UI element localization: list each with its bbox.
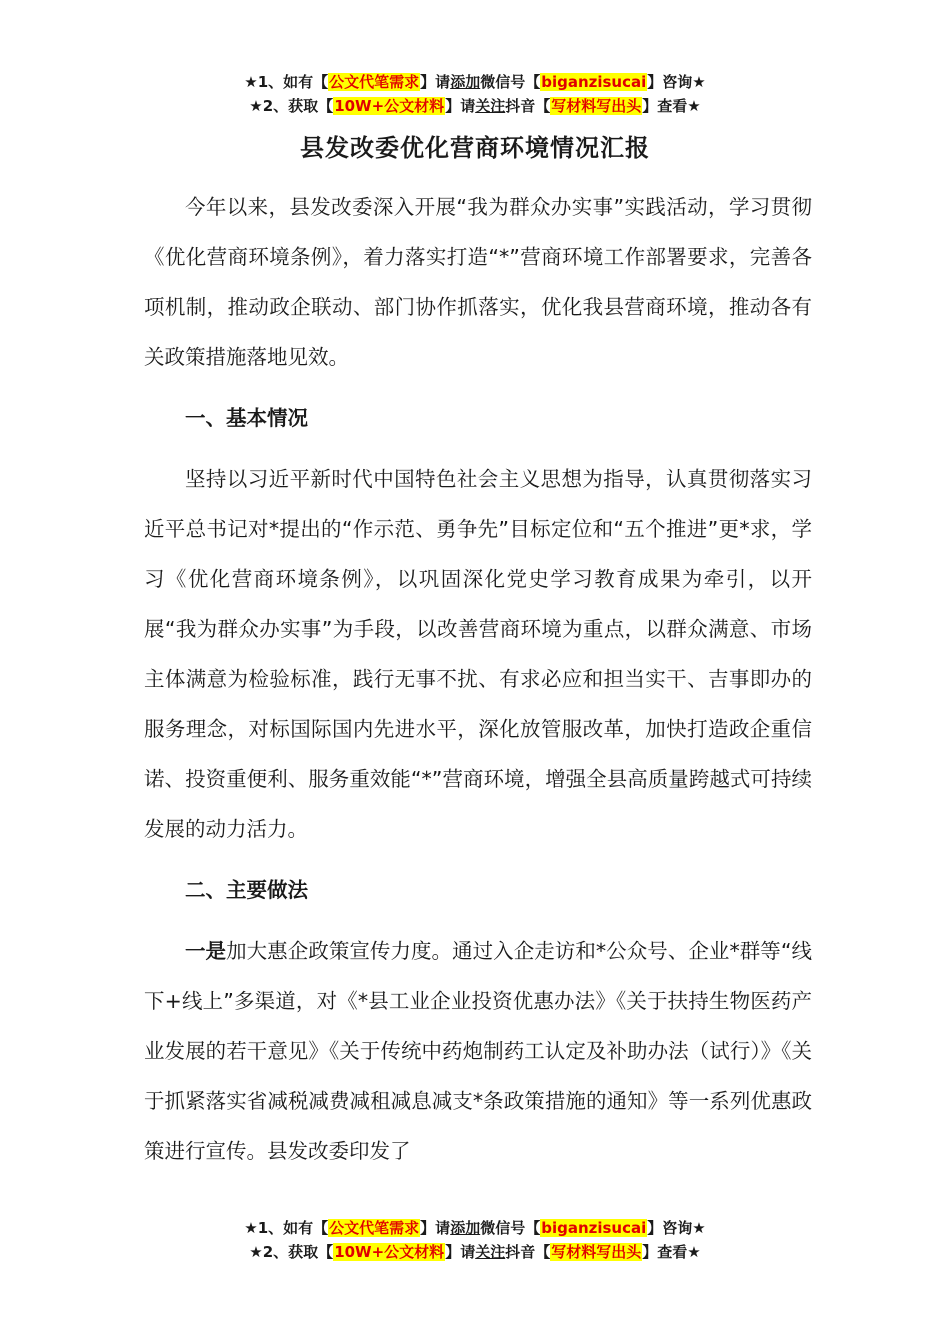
banner-line-2 [0, 94, 950, 118]
banner-text: ★2、获取【 [249, 1243, 334, 1261]
body-paragraph [144, 926, 812, 1176]
underlined-text: 添加 [450, 1219, 481, 1237]
intro-paragraph: 今年以来，县发改委深入开展“我为群众办实事”实践活动，学习贯彻《优化营商环境条例》，着力落实打造“*”营商环境工作部署要求，完善各项机制，推动政企联动、部门协作抓落实，优化我县营商环境，推动各有关政策措施落地见效。 [144, 195, 812, 369]
heading-main-practices: 二、主要做法 [185, 878, 308, 902]
document-title: 县发改委优化营商环境情况汇报 [300, 134, 650, 162]
douyin-name: 写材料写出头 [551, 1243, 642, 1261]
banner-text: 】查看★ [642, 1243, 701, 1261]
footer-banner [0, 1216, 950, 1264]
banner-text: 】咨询★ [647, 1219, 706, 1237]
basic-situation-paragraph: 坚持以习近平新时代中国特色社会主义思想为指导，认真贯彻落实习近平总书记对*提出的“作示范、勇争先”目标定位和“五个推进”更*求，学习《优化营商环境条例》，以巩固深化党史学习教育成果为牵引，以开展“我为群众办实事”为手段，以改善营商环境为重点，以群众满意、市场主体满意为检验标准，践行无事不扰、有求必应和担当实干、吉事即办的服务理念，对标国际国内先进水平，深化放管服改革，加快打造政企重信诺、投资重便利、服务重效能“*”营商环境，增强全县高质量跨越式可持续发展的动力活力。 [144, 467, 812, 841]
banner-line-1 [0, 70, 950, 94]
section-heading [144, 393, 812, 443]
douyin-name: 写材料写出头 [551, 97, 642, 115]
body-paragraph [144, 454, 812, 854]
banner-text: 抖音【 [505, 1243, 551, 1261]
banner-text: 微信号【 [480, 73, 541, 91]
banner-line-1 [0, 1216, 950, 1240]
wechat-id: biganzisucai [541, 73, 647, 91]
wechat-id: biganzisucai [541, 1219, 647, 1237]
practices-paragraph [144, 926, 812, 1176]
underlined-text: 关注 [475, 97, 506, 115]
highlight-text: 公文代笔需求 [329, 1219, 420, 1237]
header-banner [0, 70, 950, 118]
highlight-text: 公文代笔需求 [329, 73, 420, 91]
banner-text: ★1、如有【 [244, 1219, 329, 1237]
underlined-text: 关注 [475, 1243, 506, 1261]
banner-text: 微信号【 [480, 1219, 541, 1237]
banner-text: ★1、如有【 [244, 73, 329, 91]
highlight-text: 10W+公文材料 [334, 97, 445, 115]
banner-text: ★2、获取【 [249, 97, 334, 115]
highlight-text: 10W+公文材料 [334, 1243, 445, 1261]
banner-text: 抖音【 [505, 97, 551, 115]
banner-text: 】请 [420, 1219, 451, 1237]
section-heading [144, 865, 812, 915]
banner-text: 】咨询★ [647, 73, 706, 91]
banner-text: 】请 [445, 1243, 476, 1261]
banner-line-2 [0, 1240, 950, 1264]
paragraph-lead: 一是 [185, 939, 227, 963]
banner-text: 】查看★ [642, 97, 701, 115]
heading-basic-situation: 一、基本情况 [185, 406, 308, 430]
paragraph-text: 加大惠企政策宣传力度。通过入企走访和*公众号、企业*群等“线下+线上”多渠道，对《*县工业企业投资优惠办法》《关于扶持生物医药产业发展的若干意见》《关于传统中药炮制药工认定及补助办法（试行）》《关于抓紧落实省减税减费减租减息减支*条政策措施的通知》等一系列优惠政策进行宣传。县发改委印发了 [144, 939, 812, 1163]
body-paragraph [144, 182, 812, 382]
banner-text: 】请 [445, 97, 476, 115]
underlined-text: 添加 [450, 73, 481, 91]
banner-text: 】请 [420, 73, 451, 91]
